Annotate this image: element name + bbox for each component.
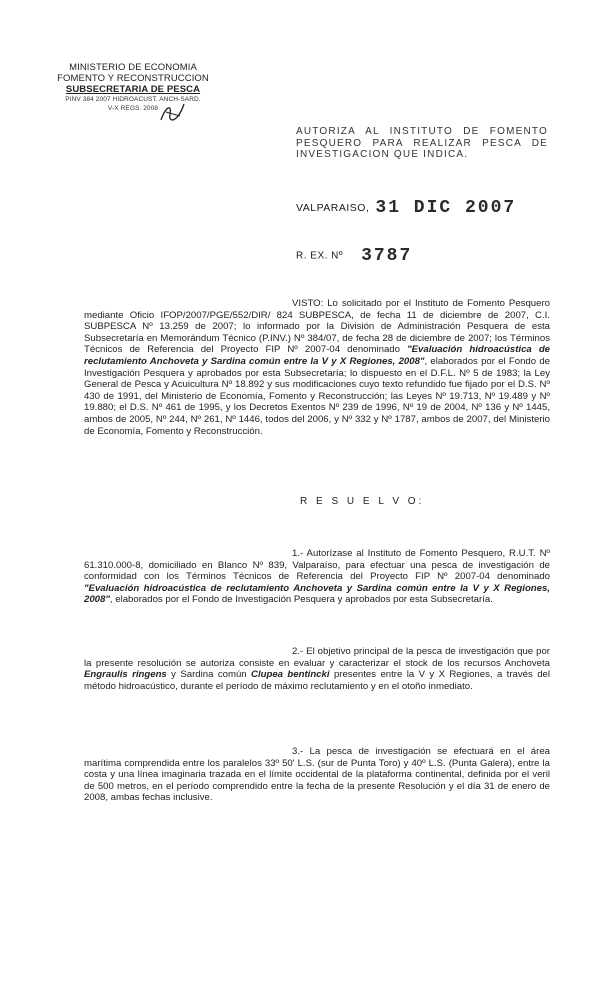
resuelvo-heading: R E S U E L V O: <box>300 496 425 507</box>
item-3-paragraph <box>84 746 550 804</box>
item-1-text-a: 1.- Autorízase al Instituto de Fomento Pesquero, R.U.T. Nº 61.310.000-8, domiciliado en Blanco Nº 839, Valparaíso, para efectuar una pesca de investigación de conformidad con los Términos Técnicos de Referencia del Proyecto FIP Nº 2007-04 denominado <box>84 548 550 583</box>
resolution-number-line <box>296 246 412 266</box>
item-2-text-c: presentes entre la V y X Regiones, a través del método hidroacústico, durante el período de máximo reclutamiento y en el otoño inmediato. <box>84 669 551 692</box>
item-2-text-a: 2.- El objetivo principal de la pesca de investigación que por la presente resolución se autoriza consiste en evaluar y caracterizar el stock de los recursos Anchoveta <box>84 646 550 669</box>
letterhead <box>48 62 218 113</box>
reference-code: PINV 384 2007 HIDROACUST. ANCH-SARD. <box>65 96 201 103</box>
visto-text-1: VISTO: Lo solicitado por el Instituto de Fomento Pesquero mediante Oficio IFOP/2007/PGE/552/DIR/ 824 SUBPESCA, de fecha 11 de diciembre de 2007, C.I. SUBPESCA Nº 13.259 de 2007; lo informado por la División de Administración Pesquera de esta Subsecretaría en Memorándum Técnico (P.INV.) Nº 384/07, de fecha 28 de diciembre de 2007; los Términos Técnicos de Referencia del Proyecto FIP Nº 2007-04 denominado <box>84 298 550 356</box>
item-1-paragraph <box>84 548 550 606</box>
item-2-species-2: Clupea bentincki <box>251 669 330 681</box>
date-label: VALPARAISO, <box>296 202 370 214</box>
item-2-paragraph <box>84 646 550 692</box>
item-2-species-1: Engraulis ringens <box>84 669 167 681</box>
visto-paragraph <box>84 298 550 437</box>
resolution-number-label: R. EX. Nº <box>296 250 344 262</box>
resolution-number: 3787 <box>361 246 413 266</box>
visto-text-2: , elaborados por el Fondo de Investigación Pesquera y aprobados por esta Subsecretaría; lo dispuesto en el D.F.L. Nº 5 de 1983; la Ley General de Pesca y Acuicultura Nº 18.892 y sus modificaciones cuyo texto refundido fue fijado por el D.S. Nº 430 de 1991, del Ministerio de Economía, Fomento y Reconstrucción; las Leyes Nº 19.713, Nº 19.489 y Nº 19.880; el D.S. Nº 461 de 1995, y los Decretos Exentos Nº 239 de 1996, Nº 19 de 2004, Nº 136 y Nº 1445, ambos de 2005, Nº 244, Nº 261, Nº 1446, todos del 2006, y Nº 332 y Nº 1787, ambos de 2007, del Ministerio de Economía, Fomento y Reconstrucción. <box>84 355 550 437</box>
signature-mark-icon <box>158 100 188 126</box>
ministry-branch: FOMENTO Y RECONSTRUCCION <box>57 73 209 84</box>
item-2-text-b: y Sardina común <box>171 669 247 681</box>
reference-regions: V-X REGS. 2008 <box>107 105 159 112</box>
item-1-project-title: "Evaluación hidroacústica de reclutamiento Anchoveta y Sardina común entre la V y X Regiones, 2008" <box>84 582 550 606</box>
item-1-text-b: , elaborados por el Fondo de Investigación Pesquera y aprobados por esta Subsecretaría. <box>109 594 493 606</box>
resolution-title: AUTORIZA AL INSTITUTO DE FOMENTO PESQUERO PARA REALIZAR PESCA DE INVESTIGACION QUE INDICA. <box>296 126 548 160</box>
subsecretaria-name: SUBSECRETARIA DE PESCA <box>65 84 201 95</box>
item-3-text: 3.- La pesca de investigación se efectuará en el área marítima comprendida entre los paralelos 33º 50' L.S. (sur de Punta Toro) y 40º L.S. (Punta Galera), entre la costa y una línea imaginaria trazada en el límite occidental de la plataforma continental, definida por el veril de 500 metros, en el período comprendido entre la fecha de la presente Resolución y el día 31 de enero de 2008, ambas fechas inclusive. <box>84 746 550 804</box>
visto-project-title: "Evaluación hidroacústica de reclutamiento Anchoveta y Sardina común entre la V y X Regiones, 2008" <box>84 344 551 367</box>
date-stamp: 31 DIC 2007 <box>375 198 517 218</box>
date-line <box>296 198 516 218</box>
ministry-name: MINISTERIO DE ECONOMIA <box>69 62 197 73</box>
